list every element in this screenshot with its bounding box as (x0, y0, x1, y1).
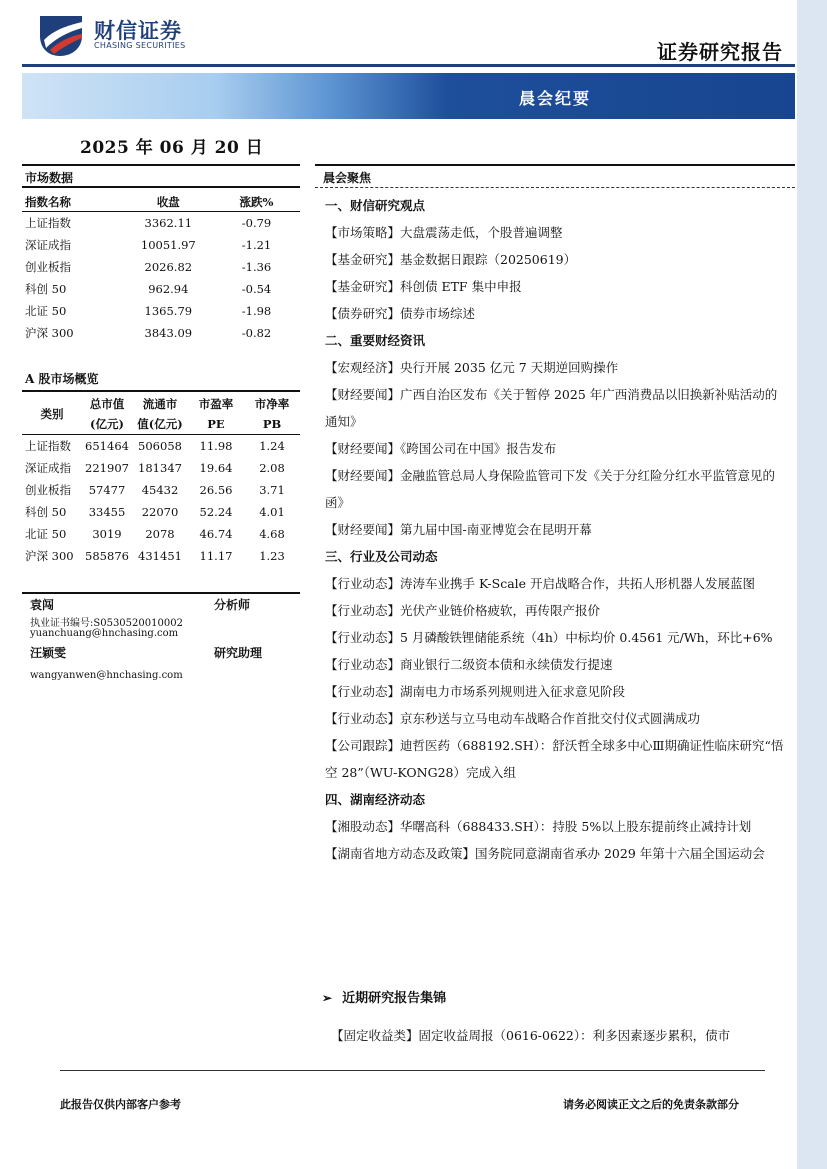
table-cell: 2078 (145, 527, 175, 541)
header-divider (22, 64, 795, 67)
column-header: 类别 (22, 394, 82, 435)
table-row (22, 300, 300, 322)
logo-mark-icon (36, 12, 88, 58)
news-item[interactable]: 【行业动态】5 月磷酸铁锂储能系统（4h）中标均价 0.4561 元/Wh，环比+6% (325, 630, 773, 645)
table-cell: -1.21 (241, 238, 272, 252)
table-cell: -0.54 (241, 282, 272, 296)
news-item[interactable]: 【基金研究】科创债 ETF 集中申报 (325, 279, 522, 294)
side-decoration-strip (797, 0, 827, 1169)
table-cell: 1.24 (259, 439, 285, 453)
news-item[interactable]: 【基金研究】基金数据日跟踪（20250619） (325, 252, 577, 267)
table-row (22, 435, 300, 458)
section-heading: 三、行业及公司动态 (325, 549, 438, 564)
news-item[interactable]: 【湖南省地方动态及政策】国务院同意湖南省承办 2029 年第十六届全国运动会 (325, 846, 765, 861)
table-cell: 创业板指 (25, 260, 71, 274)
news-item[interactable]: 【行业动态】涛涛车业携手 K-Scale 开启战略合作，共拓人形机器人发展蓝图 (325, 576, 756, 591)
table-cell: 北证 50 (25, 304, 67, 318)
analyst-email[interactable]: yuanchuang@hnchasing.com (30, 628, 179, 639)
brand-name-en: CHASING SECURITIES (94, 41, 186, 50)
column-unit: PB (244, 414, 300, 435)
news-item[interactable]: 【财经要闻】《跨国公司在中国》报告发布 (325, 441, 557, 456)
table-cell: 科创 50 (25, 505, 67, 519)
table-cell: 3.71 (259, 483, 285, 497)
column-header: 市净率 (254, 397, 290, 411)
focus-title: 晨会聚焦 (323, 171, 372, 185)
table-header-row (22, 193, 300, 212)
table-cell: 506058 (138, 439, 182, 453)
table-row (22, 545, 300, 567)
table-row (22, 212, 300, 235)
table-cell: 11.98 (199, 439, 233, 453)
section-heading: 二、重要财经资讯 (325, 333, 426, 348)
table-row (22, 501, 300, 523)
table-cell: 2.08 (259, 461, 285, 475)
column-header: 流通市 (142, 397, 178, 411)
table-cell: 19.64 (199, 461, 233, 475)
table-cell: 科创 50 (25, 282, 67, 296)
table-cell: 33455 (88, 505, 126, 519)
table-row (22, 523, 300, 545)
table-cell: 57477 (88, 483, 126, 497)
table-cell: -1.98 (241, 304, 272, 318)
table-row (22, 479, 300, 501)
table-cell: 4.01 (259, 505, 285, 519)
table-cell: 962.94 (148, 282, 189, 296)
table-row (22, 278, 300, 300)
news-item[interactable]: 【公司跟踪】迪哲医药（688192.SH）：舒沃哲全球多中心Ⅲ期确证性临床研究“悟空 28”（WU-KONG28）完成入组 (325, 738, 784, 780)
column-unit: (亿元) (82, 414, 132, 435)
brand-name: 财信证券 (94, 19, 182, 43)
column-header: 市盈率 (198, 397, 234, 411)
column-header: 指数名称 (22, 193, 124, 212)
table-cell: 2026.82 (144, 260, 193, 274)
news-item[interactable]: 【行业动态】商业银行二级资本债和永续债发行提速 (325, 657, 613, 672)
focus-content (325, 192, 787, 867)
news-item[interactable]: 【债券研究】债券市场综述 (325, 306, 476, 321)
report-date: 2025 年 06 月 20 日 (80, 138, 264, 158)
market-data-title: 市场数据 (25, 171, 74, 185)
table-cell: 45432 (141, 483, 179, 497)
footer-notice: 此报告仅供内部客户参考 (60, 1098, 181, 1111)
arrow-icon: ➢ (322, 991, 333, 1005)
news-item[interactable]: 【行业动态】光伏产业链价格疲软，再传限产报价 (325, 603, 601, 618)
table-cell: 181347 (138, 461, 182, 475)
column-header: 总市值 (89, 397, 125, 411)
analyst-name: 袁闯 (30, 598, 55, 612)
table-cell: 深证成指 (25, 238, 71, 252)
news-item[interactable]: 【财经要闻】第九届中国-南亚博览会在昆明开幕 (325, 522, 592, 537)
market-data-table (22, 193, 300, 344)
table-cell: 46.74 (199, 527, 233, 541)
news-item[interactable]: 【行业动态】湖南电力市场系列规则进入征求意见阶段 (325, 684, 626, 699)
table-cell: 沪深 300 (25, 549, 74, 563)
report-type: 证券研究报告 (657, 40, 783, 64)
table-cell: 22070 (141, 505, 179, 519)
news-item[interactable]: 【财经要闻】金融监管总局人身保险监管司下发《关于分红险分红水平监管意见的函》 (325, 468, 776, 510)
table-cell: -0.79 (241, 216, 272, 230)
assistant-email[interactable]: wangyanwen@hnchasing.com (30, 670, 183, 681)
table-cell: 4.68 (259, 527, 285, 541)
recent-reports-title: 近期研究报告集锦 (342, 991, 447, 1006)
column-unit: 值(亿元) (132, 414, 188, 435)
news-item[interactable]: 【财经要闻】广西自治区发布《关于暂停 2025 年广西消费品以旧换新补贴活动的通知》 (325, 387, 778, 429)
table-cell: 上证指数 (25, 216, 71, 230)
a-share-overview-table (22, 394, 300, 567)
footer-divider (60, 1070, 765, 1071)
table-cell: -0.82 (241, 326, 272, 340)
table-cell: 651464 (85, 439, 129, 453)
table-cell: 1365.79 (144, 304, 193, 318)
table-cell: 3843.09 (144, 326, 193, 340)
recent-report-item[interactable]: 【固定收益类】固定收益周报（0616-0622）：利多因素逐步累积，债市 (331, 1028, 731, 1043)
table-cell: 585876 (85, 549, 129, 563)
assistant-name: 汪颖雯 (30, 646, 67, 660)
a-share-overview-title: A 股市场概览 (25, 372, 99, 386)
column-header: 收盘 (124, 193, 213, 212)
analyst-certificate: 执业证书编号:S0530520010002 (30, 618, 183, 629)
title-banner (22, 73, 795, 119)
analyst-role: 分析师 (214, 598, 251, 612)
table-cell: 北证 50 (25, 527, 67, 541)
table-cell: 52.24 (199, 505, 233, 519)
column-unit: PE (188, 414, 244, 435)
section-heading: 四、湖南经济动态 (325, 792, 426, 807)
news-item[interactable]: 【市场策略】大盘震荡走低，个股普遍调整 (325, 225, 563, 240)
table-header-row (22, 394, 300, 414)
table-cell: 221907 (85, 461, 129, 475)
table-row (22, 256, 300, 278)
table-row (22, 457, 300, 479)
news-item[interactable]: 【宏观经济】央行开展 2035 亿元 7 天期逆回购操作 (325, 360, 619, 375)
footer-disclaimer: 请务必阅读正文之后的免责条款部分 (563, 1098, 739, 1111)
table-cell: 沪深 300 (25, 326, 74, 340)
news-item[interactable]: 【行业动态】京东秒送与立马电动车战略合作首批交付仪式圆满成功 (325, 711, 701, 726)
assistant-role: 研究助理 (214, 646, 263, 660)
recent-reports-header (322, 987, 446, 1006)
news-item[interactable]: 【湘股动态】华曙高科（688433.SH）：持股 5%以上股东提前终止减持计划 (325, 819, 752, 834)
table-cell: 26.56 (199, 483, 233, 497)
table-cell: 10051.97 (140, 238, 196, 252)
banner-title: 晨会纪要 (518, 89, 591, 108)
table-cell: 3362.11 (144, 216, 193, 230)
table-row (22, 322, 300, 344)
table-cell: 创业板指 (25, 483, 71, 497)
table-cell: -1.36 (241, 260, 272, 274)
section-heading: 一、财信研究观点 (325, 198, 426, 213)
table-cell: 1.23 (259, 549, 285, 563)
table-row (22, 234, 300, 256)
table-cell: 上证指数 (25, 439, 71, 453)
table-cell: 深证成指 (25, 461, 71, 475)
table-cell: 431451 (138, 549, 182, 563)
column-header: 涨跌% (213, 193, 300, 212)
table-cell: 11.17 (199, 549, 233, 563)
table-cell: 3019 (92, 527, 122, 541)
